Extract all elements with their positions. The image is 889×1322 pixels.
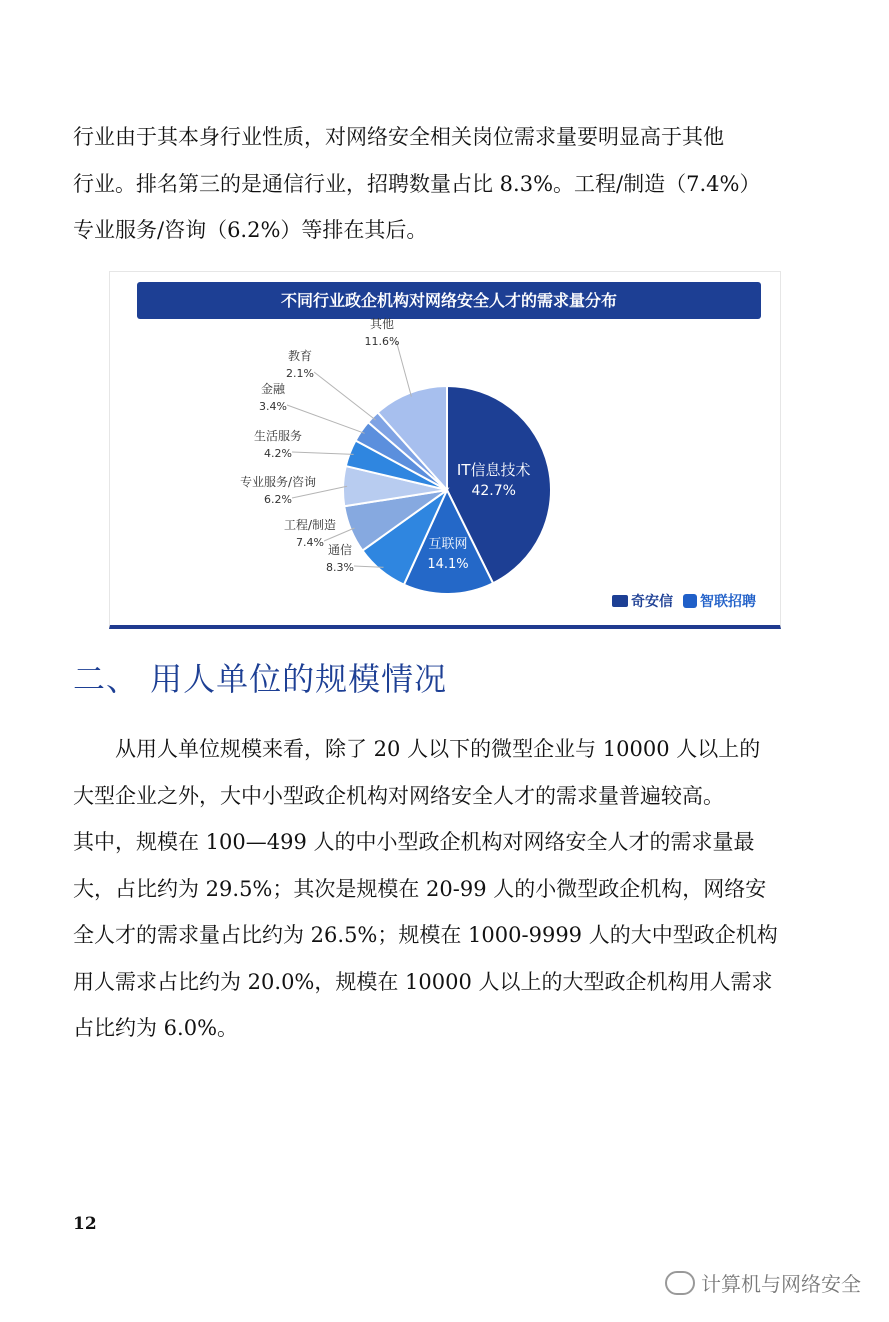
qianxin-mark-icon bbox=[612, 595, 628, 607]
text-line: 其中，规模在 100—499 人的中小型政企机构对网络安全人才的需求量最 bbox=[73, 830, 755, 854]
text-line: 从用人单位规模来看，除了 20 人以下的微型企业与 10000 人以上的 bbox=[115, 737, 761, 761]
paragraph-scale bbox=[73, 726, 819, 1052]
slice-label: 专业服务/咨询 bbox=[239, 475, 317, 489]
watermark bbox=[665, 1268, 861, 1297]
zhaopin-logo: 智联招聘 bbox=[683, 591, 756, 611]
watermark-text: 计算机与网络安全 bbox=[701, 1272, 861, 1296]
text-line: 大型企业之外，大中小型政企机构对网络安全人才的需求量普遍较高。 bbox=[73, 783, 724, 808]
leader-line bbox=[314, 372, 376, 420]
chart-title: 不同行业政企机构对网络安全人才的需求量分布 bbox=[137, 282, 761, 319]
slice-value: 42.7% bbox=[471, 483, 516, 500]
text-line: 大，占比约为 29.5%；其次是规模在 20-99 人的小微型政企机构，网络安 bbox=[73, 876, 767, 901]
slice-label: IT信息技术 bbox=[456, 461, 531, 480]
section-heading: 二、 用人单位的规模情况 bbox=[73, 660, 448, 698]
logos bbox=[612, 591, 756, 611]
slice-label: 互联网 bbox=[428, 537, 468, 552]
paragraph-intro bbox=[73, 114, 819, 254]
slice-label: 工程/制造 bbox=[283, 518, 337, 532]
text-line: 行业。排名第三的是通信行业，招聘数量占比 8.3%。工程/制造（7.4%） bbox=[73, 171, 761, 196]
qianxin-logo: 奇安信 bbox=[612, 591, 673, 611]
slice-value: 2.1% bbox=[286, 367, 314, 380]
leader-line bbox=[292, 452, 354, 454]
slice-label: 教育 bbox=[287, 349, 313, 363]
slice-value: 3.4% bbox=[259, 400, 287, 413]
text-line: 专业服务/咨询（6.2%）等排在其后。 bbox=[73, 218, 428, 242]
slice-value: 11.6% bbox=[364, 335, 400, 348]
text-line: 全人才的需求量占比约为 26.5%；规模在 1000-9999 人的大中型政企机构 bbox=[73, 923, 778, 947]
text-line: 占比约为 6.0%。 bbox=[73, 1016, 239, 1040]
slice-value: 7.4% bbox=[296, 536, 324, 549]
slice-label: 金融 bbox=[260, 382, 286, 396]
slice-value: 4.2% bbox=[264, 447, 292, 460]
wechat-icon bbox=[665, 1271, 695, 1295]
slice-value: 8.3% bbox=[326, 561, 354, 574]
slice-label: 生活服务 bbox=[253, 429, 303, 443]
slice-label: 其他 bbox=[369, 317, 395, 331]
pie-chart bbox=[110, 272, 780, 626]
page-number: 12 bbox=[73, 1214, 97, 1234]
text-line: 行业由于其本身行业性质，对网络安全相关岗位需求量要明显高于其他 bbox=[73, 125, 724, 149]
slice-value: 6.2% bbox=[264, 493, 292, 506]
text-line: 用人需求占比约为 20.0%，规模在 10000 人以上的大型政企机构用人需求 bbox=[73, 969, 773, 994]
leader-line bbox=[396, 340, 411, 397]
chart-figure bbox=[109, 271, 781, 629]
zhaopin-mark-icon bbox=[683, 594, 697, 608]
slice-value: 14.1% bbox=[427, 557, 469, 572]
slice-label: 通信 bbox=[327, 543, 353, 557]
